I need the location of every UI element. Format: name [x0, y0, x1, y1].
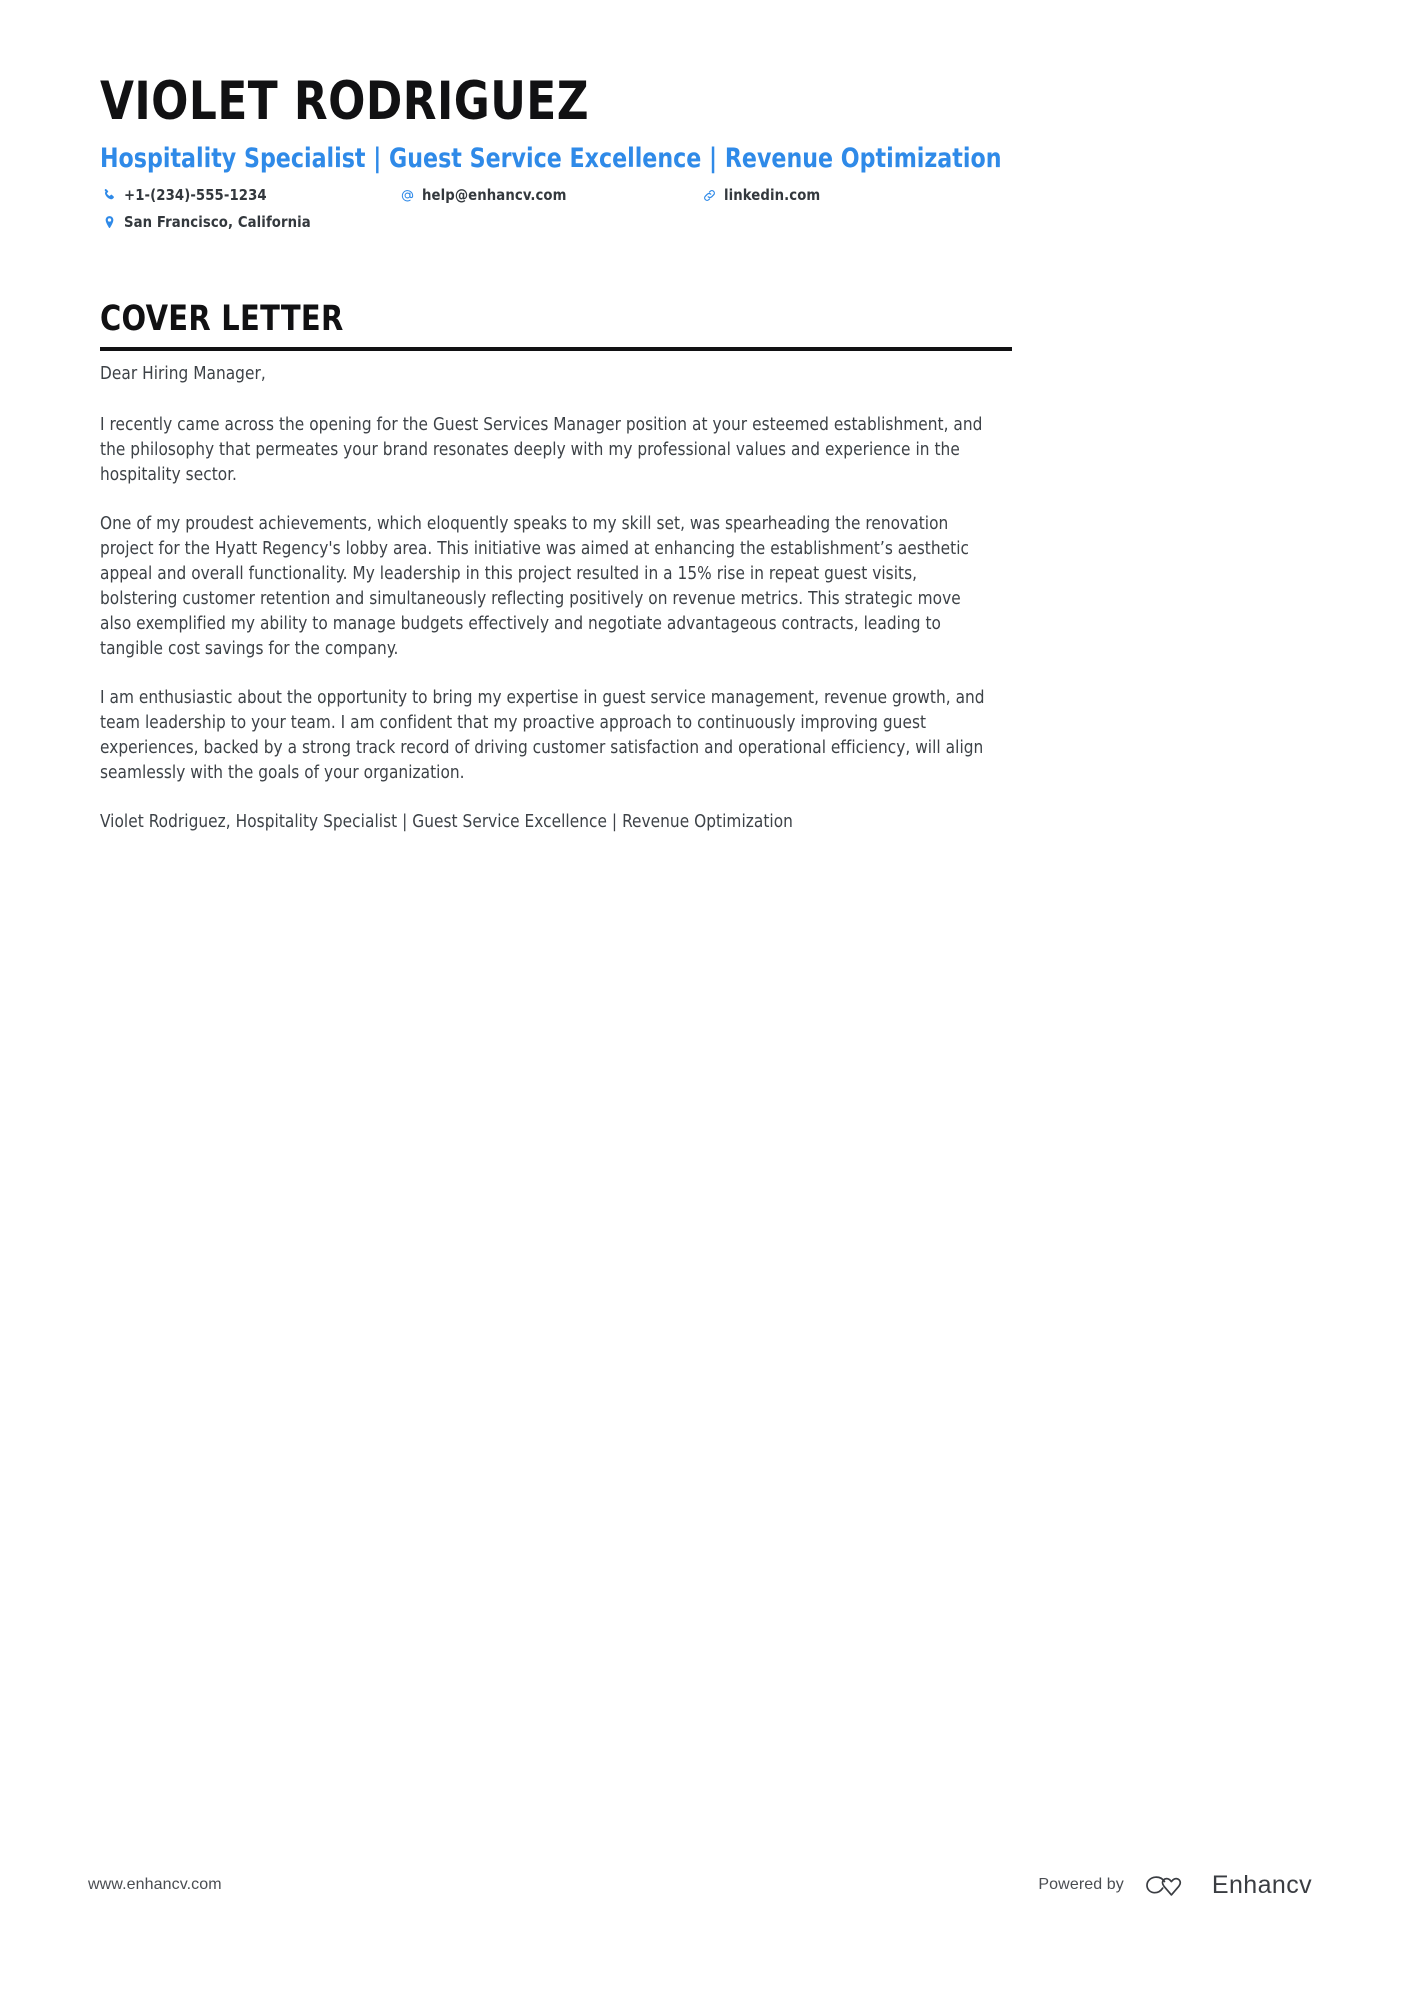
letter-paragraph: One of my proudest achievements, which eloquently speaks to my skill set, was spearheading the renovation project for the Hyatt Regency's lobby area. This initiative was aimed at enhancing the establishment’s aesthetic appeal and overall functionality. My leadership in this project resulted in a 15% rise in repeat guest visits, bolstering customer retention and simultaneously reflecting positively on revenue metrics. This strategic move also exemplified my ability to manage budgets effectively and negotiate advantageous contracts, leading to tangible cost savings for the company. [100, 513, 970, 659]
footer-website-url[interactable]: www.enhancv.com [88, 1876, 222, 1893]
phone-icon [102, 188, 117, 203]
letter-paragraph: I am enthusiastic about the opportunity to bring my expertise in guest service management, revenue growth, and team leadership to your team. I am confident that my proactive approach to continuously improving guest experiences, backed by a strong track record of driving customer satisfaction and operational efficiency, will align seamlessly with the goals of your organization. [100, 687, 985, 783]
contact-row-primary [100, 186, 1100, 231]
contact-location-value: San Francisco, California [124, 213, 311, 231]
contact-details [100, 186, 1100, 231]
section-title: COVER LETTER [100, 299, 344, 339]
contact-linkedin-value: linkedin.com [724, 186, 821, 204]
letter-signoff: Violet Rodriguez, Hospitality Specialist | Guest Service Excellence | Revenue Optimization [100, 811, 793, 832]
letter-paragraph: I recently came across the opening for the Guest Services Manager position at your esteemed establishment, and the philosophy that permeates your brand resonates deeply with my professional values and experience in the hospitality sector. [100, 414, 983, 485]
contact-location [102, 213, 321, 231]
contact-email[interactable] [400, 186, 574, 204]
candidate-headline: Hospitality Specialist | Guest Service Excellence | Revenue Optimization [100, 143, 1002, 175]
contact-linkedin[interactable] [702, 186, 825, 204]
at-icon [400, 188, 415, 203]
document-footer [0, 1868, 1410, 1908]
enhancv-brand-name: Enhancv [1211, 1870, 1312, 1899]
document-header [100, 72, 1312, 175]
link-icon [702, 188, 717, 203]
contact-email-value: help@enhancv.com [422, 186, 567, 204]
letter-salutation: Dear Hiring Manager, [100, 364, 266, 384]
powered-by-label: Powered by [1038, 1876, 1124, 1893]
contact-phone[interactable] [102, 186, 274, 204]
enhancv-logo[interactable] [1142, 1870, 1312, 1900]
enhancv-mark-icon [1142, 1870, 1198, 1900]
map-pin-icon [102, 215, 117, 230]
cover-letter-body [100, 362, 1013, 835]
cover-letter-section-header [100, 300, 1012, 351]
contact-phone-value: +1-(234)-555-1234 [124, 186, 267, 204]
candidate-name: VIOLET RODRIGUEZ [100, 71, 590, 132]
footer-branding [1038, 1870, 1312, 1900]
section-divider [100, 347, 1012, 351]
